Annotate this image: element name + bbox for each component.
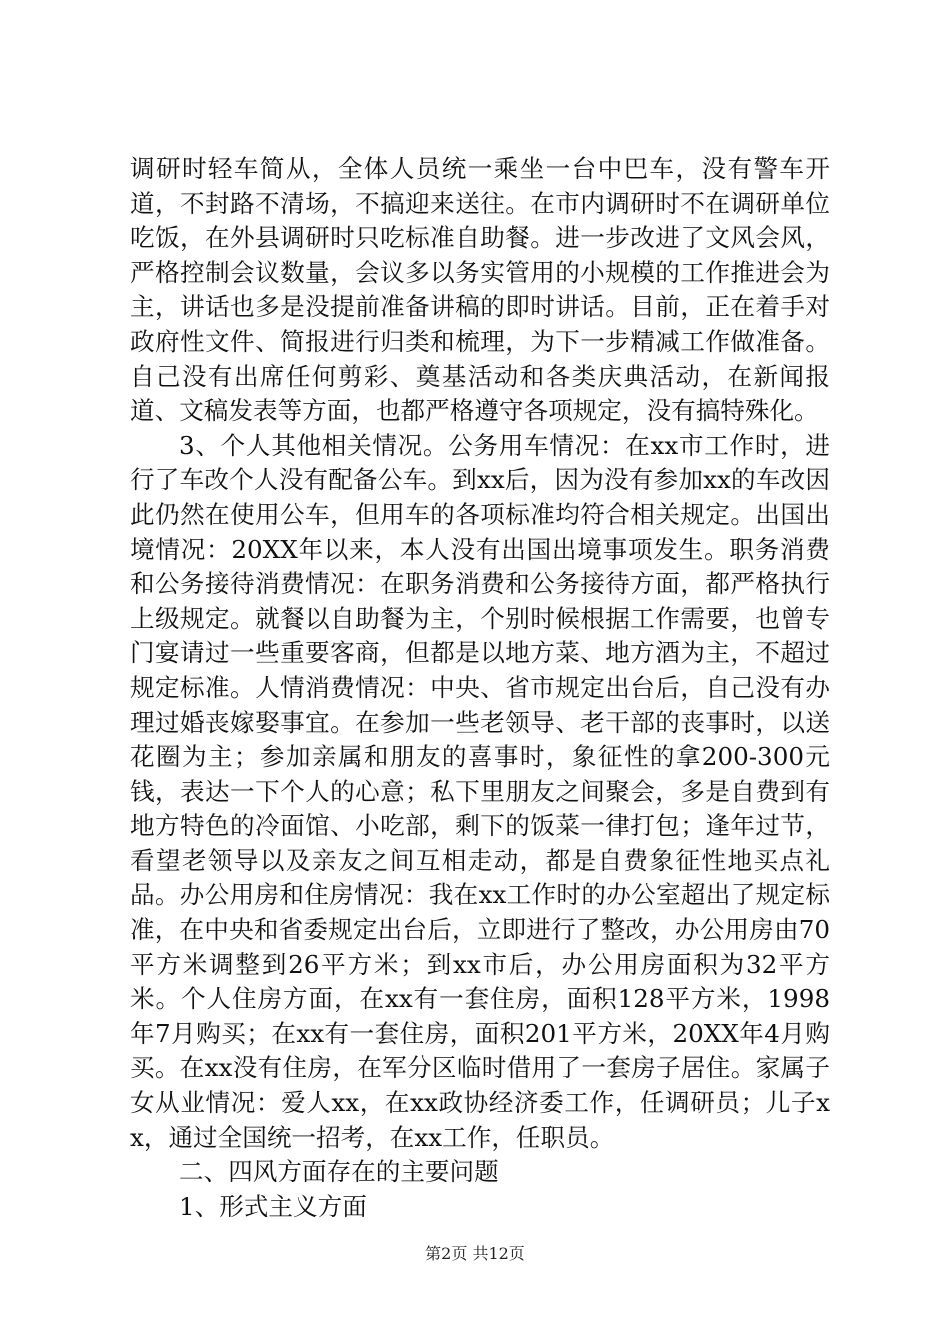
page-footer: 第2页 共12页	[425, 1244, 525, 1263]
section-heading-main-problems: 二、四风方面存在的主要问题	[179, 1157, 499, 1187]
subsection-heading-formalism: 1、形式主义方面	[179, 1191, 367, 1221]
document-body	[130, 152, 830, 1224]
paragraph-personal-situation: 3、个人其他相关情况。公务用车情况：在xx市工作时，进行了车改个人没有配备公车。到xx后，因为没有参加xx的车改因此仍然在使用公车，但用车的各项标准均符合相关规定。出国出境情况：20XX年以来，本人没有出国出境事项发生。职务消费和公务接待消费情况：在职务消费和公务接待方面，都严格执行上级规定。就餐以自助餐为主，个别时候根据工作需要，也曾专门宴请过一些重要客商，但都是以地方菜、地方酒为主，不超过规定标准。人情消费情况：中央、省市规定出台后，自己没有办理过婚丧嫁娶事宜。在参加一些老领导、老干部的丧事时，以送花圈为主；参加亲属和朋友的喜事时，象征性的拿200-300元钱，表达一下个人的心意；私下里朋友之间聚会，多是自费到有地方特色的冷面馆、小吃部，剩下的饭菜一律打包；逢年过节，看望老领导以及亲友之间互相走动，都是自费象征性地买点礼品。办公用房和住房情况：我在xx工作时的办公室超出了规定标准，在中央和省委规定出台后，立即进行了整改，办公用房由70平方米调整到26平方米；到xx市后，办公用房面积为32平方米。个人住房方面，在xx有一套住房，面积128平方米，1998年7月购买；在xx有一套住房，面积201平方米，20XX年4月购买。在xx没有住房，在军分区临时借用了一套房子居住。家属子女从业情况：爱人xx，在xx政协经济委工作，任调研员；儿子xx，通过全国统一招考，在xx工作，任职员。	[130, 430, 830, 1152]
paragraph-inspection-conduct: 调研时轻车简从，全体人员统一乘坐一台中巴车，没有警车开道，不封路不清场，不搞迎来送往。在市内调研时不在调研单位吃饭，在外县调研时只吃标准自助餐。进一步改进了文风会风，严格控制会议数量，会议多以务实管用的小规模的工作推进会为主，讲话也多是没提前准备讲稿的即时讲话。目前，正在着手对政府性文件、简报进行归类和梳理，为下一步精减工作做准备。自己没有出席任何剪彩、奠基活动和各类庆典活动，在新闻报道、文稿发表等方面，也都严格遵守各项规定，没有搞特殊化。	[130, 154, 830, 426]
